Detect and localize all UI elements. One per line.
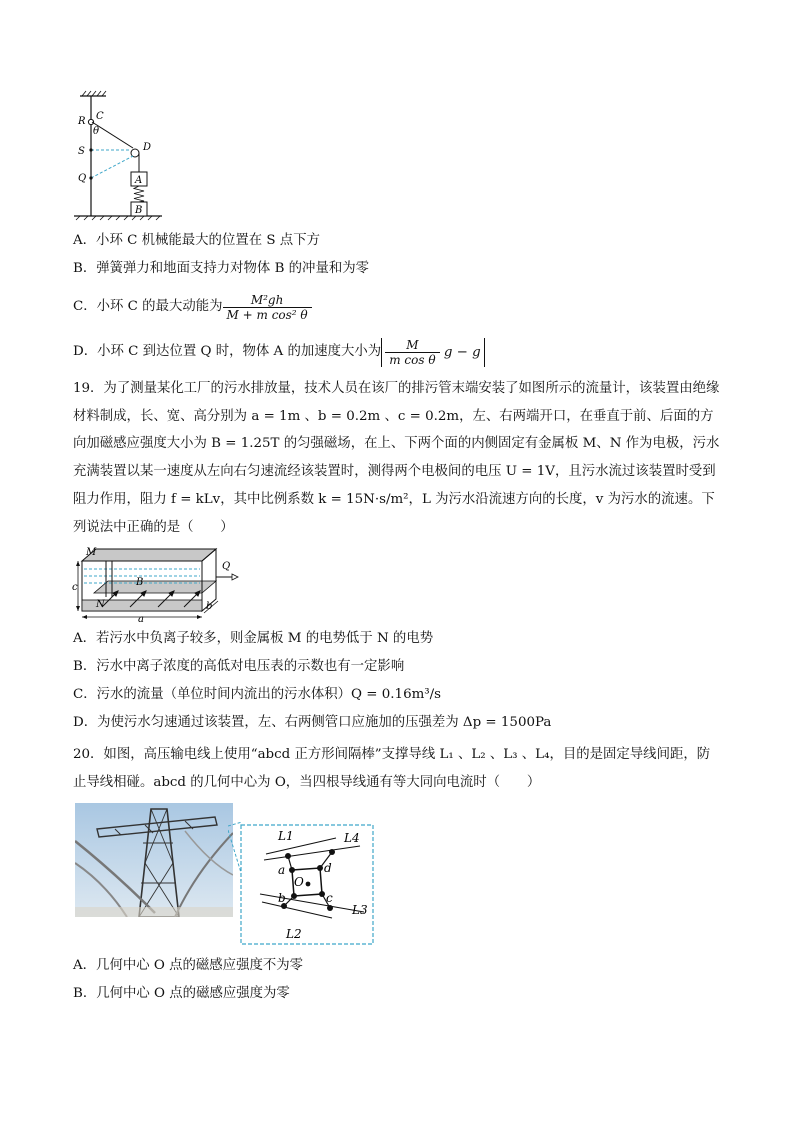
fig19-label-c: c (72, 582, 78, 593)
label-R: R (78, 116, 86, 127)
fig20-label-L3: L3 (352, 903, 368, 917)
q20-stem (73, 741, 721, 796)
label-S: S (78, 146, 85, 157)
fig19-label-M: M (86, 547, 97, 558)
fig20-label-L2: L2 (286, 927, 302, 941)
q18-option-c-text: C．小环 C 的最大动能为 (73, 299, 223, 314)
fig20-label-L1: L1 (278, 829, 294, 843)
fig20-label-c: c (326, 891, 333, 905)
fig19-label-b: b (206, 601, 213, 612)
q18-option-b: B．弹簧弹力和地面支持力对物体 B 的冲量和为零 (73, 261, 370, 276)
q18-d-denominator: m cos θ (389, 352, 436, 367)
q19-figure (72, 543, 242, 623)
q18-option-d (73, 334, 485, 370)
fig19-label-a: a (138, 614, 144, 623)
fig20-label-O: O (294, 875, 304, 889)
q19-stem-text: 19．为了测量某化工厂的污水排放量，技术人员在该厂的排污管末端安装了如图所示的流量计，该装置由绝缘材料制成，长、宽、高分别为 a = 1m 、b = 0.2m 、c = 0.2m，左、右两端开口，在垂直于前、后面的方向加磁感应强度大小为 B = 1.25T 的匀强磁场，在上、下两个面的内侧固定有金属板 M、N 作为电极，污水充满装置以某一速度从左向右匀速流经该装置时，测得两个电极间的电压 U = 1V，且污水流过该装置时受到阻力作用，阻力 f = kLv，其中比例系数 k = 15N·s/m²，L 为污水沿流速方向的长度，v 为污水的流速。下列说法中正确的是（ ） (73, 381, 720, 535)
q20-detail-diagram (240, 824, 374, 945)
q19-stem (73, 375, 721, 541)
label-D: D (143, 142, 152, 153)
q20-option-b: B．几何中心 O 点的磁感应强度为零 (73, 986, 290, 1001)
label-B: B (135, 205, 143, 216)
fig19-label-N: N (96, 599, 105, 610)
q18-option-c (73, 290, 312, 324)
q20-stem-text: 20．如图，高压输电线上使用“abcd 正方形间隔棒”支撑导线 L₁ 、L₂ 、L₃ 、L₄，目的是固定导线间距，防止导线相碰。abcd 的几何中心为 O，当四根导线通有等大同向电流时（ ） (73, 747, 711, 790)
q20-photo (75, 803, 233, 917)
label-A: A (135, 175, 143, 186)
q18-option-c-fraction (223, 293, 312, 322)
q19-option-c: C．污水的流量（单位时间内流出的污水体积）Q = 0.16m³/s (73, 687, 442, 702)
q18-c-denominator: M + m cos² θ (226, 307, 308, 322)
fig20-label-L4: L4 (344, 831, 360, 845)
q18-d-numerator: M (385, 338, 439, 353)
label-Q: Q (78, 173, 87, 184)
q18-d-suffix: g − g (443, 344, 481, 360)
q18-option-d-abs (381, 338, 485, 367)
q19-option-a: A．若污水中负离子较多，则金属板 M 的电势低于 N 的电势 (73, 631, 434, 646)
q18-c-numerator: M²gh (223, 293, 312, 308)
fig20-label-d: d (324, 861, 332, 875)
fig19-label-Q: Q (222, 561, 231, 572)
q18-option-d-text: D．小环 C 到达位置 Q 时，物体 A 的加速度大小为 (73, 344, 382, 359)
fig20-label-a: a (278, 863, 286, 877)
fig19-label-B: B (136, 577, 144, 588)
q19-option-b: B．污水中离子浓度的高低对电压表的示数也有一定影响 (73, 659, 405, 674)
q18-figure (70, 90, 180, 222)
q20-option-a: A．几何中心 O 点的磁感应强度不为零 (73, 958, 304, 973)
q18-option-a: A．小环 C 机械能最大的位置在 S 点下方 (73, 233, 320, 248)
label-theta: θ (93, 126, 100, 137)
fig20-label-b: b (278, 891, 286, 905)
label-C: C (96, 111, 104, 122)
q19-option-d: D．为使污水匀速通过该装置，左、右两侧管口应施加的压强差为 Δp = 1500Pa (73, 715, 552, 730)
q18-option-d-fraction (385, 338, 439, 367)
